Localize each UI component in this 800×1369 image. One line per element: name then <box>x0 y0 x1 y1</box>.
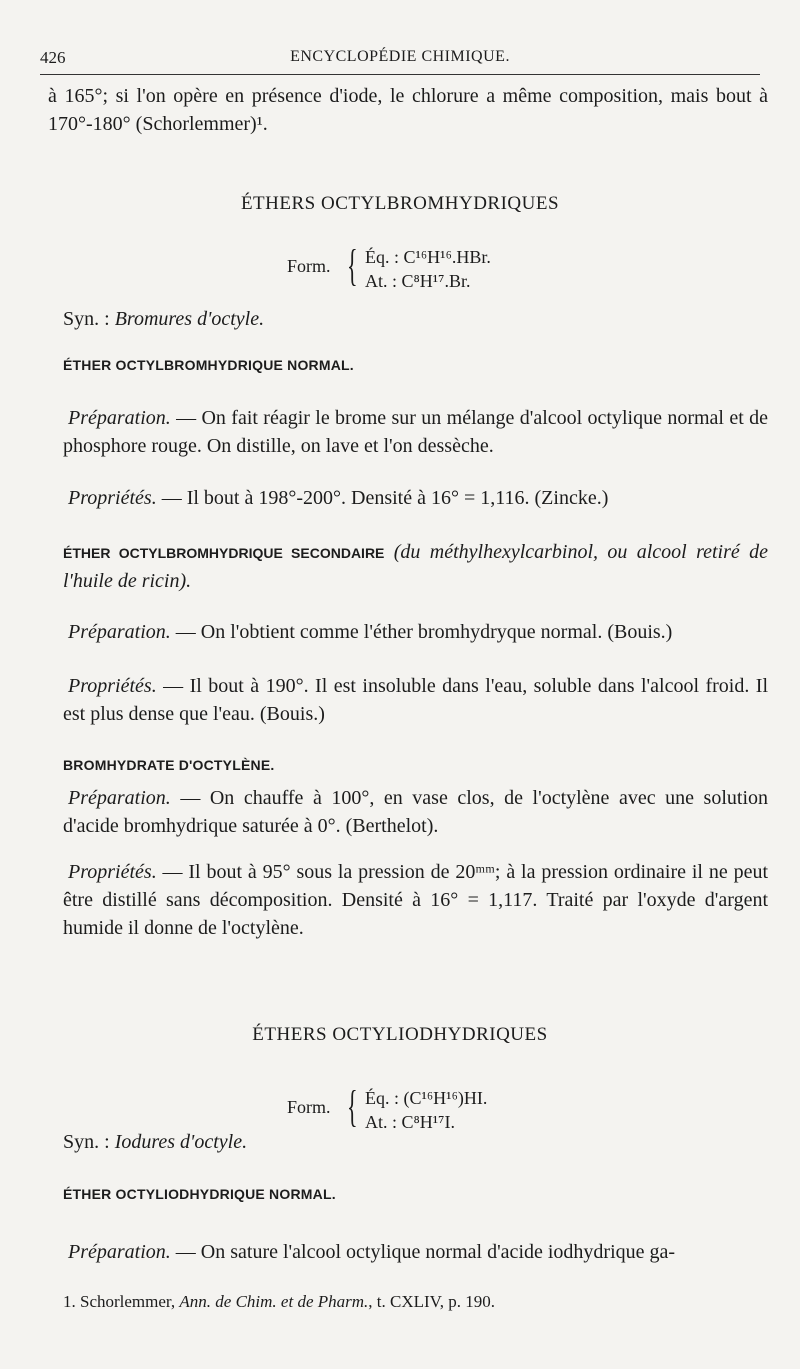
heading-secondaire: ÉTHER OCTYLBROMHYDRIQUE SECONDAIRE <box>63 545 385 561</box>
prop-text: — Il bout à 190°. Il est insoluble dans l'eau, soluble dans l'alcool froid. Il est plus dense que l'eau. (Bouis.) <box>63 675 768 725</box>
running-title: ENCYCLOPÉDIE CHIMIQUE. <box>290 48 510 65</box>
prep-text: — On chauffe à 100°, en vase clos, de l'octylène avec une solution d'acide bromhydrique saturée à 0°. (Berthelot). <box>63 787 768 837</box>
section-title-iodhydriques: ÉTHERS OCTYLIODHYDRIQUES <box>252 1024 548 1045</box>
prep-text: — On fait réagir le brome sur un mélange d'alcool octylique normal et de phosphore rouge. On distille, on lave et l'on dessèche. <box>63 407 768 457</box>
prop-text: — Il bout à 95° sous la pression de 20ᵐᵐ; à la pression ordinaire il ne peut être distillé sans décomposition. Densité à 16° = 1,117. Traité par l'oxyde d'argent humide il donne de l'octylène. <box>63 861 768 939</box>
heading-secondaire-paragraph <box>63 538 768 595</box>
prop-normal <box>63 484 768 512</box>
prep-label: Préparation. <box>68 407 171 429</box>
header-rule <box>40 74 760 75</box>
footnote-rest: , t. CXLIV, p. 190. <box>368 1292 495 1311</box>
syn-label: Syn. : <box>63 308 115 330</box>
formula-label: Form. <box>287 256 331 276</box>
heading-normal: ÉTHER OCTYLBROMHYDRIQUE NORMAL. <box>63 357 354 373</box>
footnote <box>63 1292 495 1312</box>
formula-bromhydriques <box>287 241 547 294</box>
prep-text: — On sature l'alcool octylique normal d'acide iodhydrique ga- <box>170 1241 676 1263</box>
formula-equivalent: Éq. : C¹⁶H¹⁶.HBr. <box>365 247 491 267</box>
formula-atomic: At. : C⁸H¹⁷I. <box>365 1112 455 1132</box>
heading-iodo-normal: ÉTHER OCTYLIODHYDRIQUE NORMAL. <box>63 1186 336 1202</box>
prop-secondaire <box>63 672 768 728</box>
prep-iodo <box>63 1238 768 1266</box>
syn-value: Iodures d'octyle. <box>114 1131 248 1153</box>
prep-normal <box>63 404 768 460</box>
syn-value: Bromures d'octyle. <box>114 308 265 330</box>
prep-secondaire <box>63 618 768 646</box>
synonym-line <box>63 1128 247 1156</box>
prop-label: Propriétés. <box>68 487 157 509</box>
prop-label: Propriétés. <box>68 861 157 883</box>
brace-icon: { <box>347 241 358 290</box>
formula-atomic: At. : C⁸H¹⁷.Br. <box>365 271 471 291</box>
formula-equivalent: Éq. : (C¹⁶H¹⁶)HI. <box>365 1088 488 1108</box>
intro-paragraph: à 165°; si l'on opère en présence d'iode, le chlorure a même composition, mais bout à 170°-180° (Schorlemmer)¹. <box>48 85 768 135</box>
footnote-lead: 1. Schorlemmer, <box>63 1292 180 1311</box>
synonym-line <box>63 305 264 333</box>
syn-label: Syn. : <box>63 1131 115 1153</box>
formula-label: Form. <box>287 1097 331 1117</box>
heading-octylene: BROMHYDRATE D'OCTYLÈNE. <box>63 757 275 773</box>
heading-secondaire-italic: (du méthylhexylcarbinol, ou alcool retiré de l'huile de ricin). <box>63 541 768 592</box>
prep-text: — On l'obtient comme l'éther bromhydryque normal. (Bouis.) <box>170 621 673 643</box>
prep-label: Préparation. <box>68 621 171 643</box>
brace-icon: { <box>347 1082 358 1131</box>
prop-text: — Il bout à 198°-200°. Densité à 16° = 1,116. (Zincke.) <box>156 487 609 509</box>
formula-iodhydriques <box>287 1082 547 1135</box>
page-number: 426 <box>40 48 66 67</box>
prep-octylene <box>63 784 768 840</box>
footnote-journal: Ann. de Chim. et de Pharm. <box>179 1292 369 1311</box>
prop-label: Propriétés. <box>68 675 157 697</box>
section-title-bromhydriques: ÉTHERS OCTYLBROMHYDRIQUES <box>240 193 560 214</box>
prep-label: Préparation. <box>68 787 171 809</box>
running-header <box>40 48 760 72</box>
prop-octylene <box>63 858 768 942</box>
prep-label: Préparation. <box>68 1241 171 1263</box>
